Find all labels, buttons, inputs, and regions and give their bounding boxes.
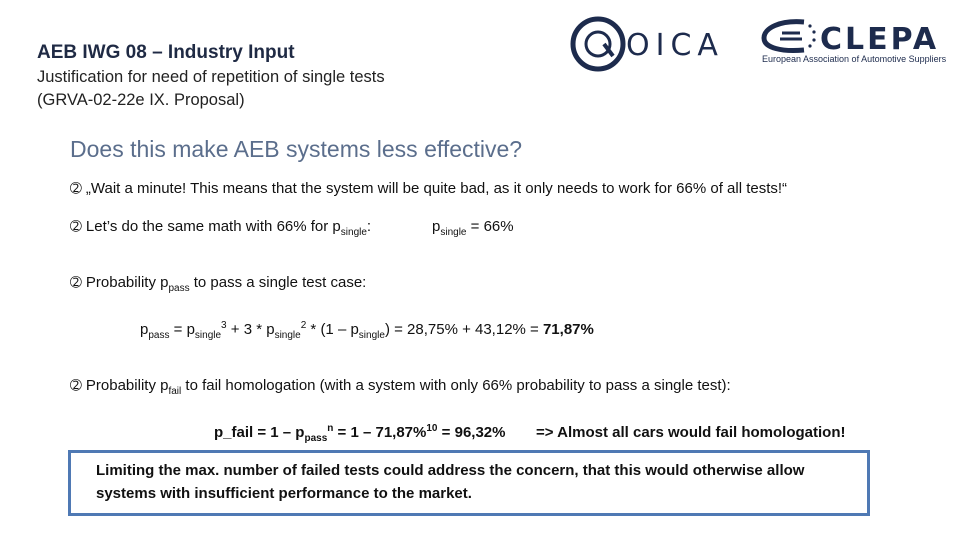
superscript: 10 — [426, 423, 438, 434]
circled-arrow-right-icon: ➁ — [70, 180, 82, 196]
header-subtitle-line2: (GRVA-02-22e IX. Proposal) — [37, 91, 245, 109]
slide-heading: Does this make AEB systems less effective? — [70, 136, 523, 162]
formula-part: = p — [169, 321, 195, 338]
subscript: single — [440, 227, 467, 238]
clepa-logo-text: CLEPA — [820, 22, 940, 57]
bullet-4-tail: to fail homologation (with a system with only 66% probability to pass a single test): — [181, 377, 731, 394]
formula-value: = 66% — [466, 218, 514, 235]
subscript: single — [274, 330, 301, 341]
formula-part: p — [140, 321, 149, 338]
formula-result: 71,87% — [542, 321, 594, 338]
bullet-1 — [70, 180, 787, 197]
header-subtitle — [37, 66, 385, 112]
p-fail-formula — [214, 423, 506, 444]
header-subtitle-line1: Justification for need of repetition of single tests — [37, 68, 385, 86]
subscript: single — [194, 330, 222, 341]
subscript: single — [340, 227, 367, 238]
subscript: pass — [148, 330, 170, 341]
bullet-2 — [70, 218, 372, 238]
formula-part: + 3 * p — [226, 321, 275, 338]
bullet-3-tail: to pass a single test case: — [189, 274, 367, 291]
formula-part: * (1 – p — [306, 321, 359, 338]
bullet-3-text: Probability p — [85, 274, 169, 291]
formula-symbol: p — [432, 218, 441, 235]
subscript: pass — [304, 433, 328, 444]
p-pass-formula — [140, 320, 594, 341]
oica-logo-text: OICA — [626, 28, 724, 63]
bullet-1-text: „Wait a minute! This means that the system will be quite bad, as it only needs to work for 66% of all tests!“ — [85, 180, 788, 197]
superscript: n — [327, 423, 334, 434]
formula-part: ) = 28,75% + 43,12% = — [384, 321, 543, 338]
formula-part: = 1 – 71,87% — [333, 424, 427, 441]
subscript: pass — [168, 283, 190, 294]
superscript: 2 — [300, 320, 307, 331]
conclusion-text: => Almost all cars would fail homologation! — [536, 424, 846, 441]
header-title: AEB IWG 08 – Industry Input — [37, 42, 295, 63]
summary-box-text: Limiting the max. number of failed tests could address the concern, that this would otherwise allow systems with insufficient performance to the market. — [96, 462, 805, 502]
bullet-3 — [70, 274, 367, 294]
formula-part: p_fail = 1 – p — [214, 424, 305, 441]
subscript: single — [358, 330, 385, 341]
circled-arrow-right-icon: ➁ — [70, 274, 82, 290]
circled-arrow-right-icon: ➁ — [70, 377, 82, 393]
bullet-4 — [70, 377, 731, 397]
formula-result: 96,32% — [454, 424, 506, 441]
formula-part: = — [437, 424, 455, 441]
bullet-2-text: Let’s do the same math with 66% for p — [85, 218, 341, 235]
superscript: 3 — [221, 320, 227, 331]
bullet-2-colon: : — [366, 218, 372, 235]
clepa-logo-icon — [760, 18, 818, 54]
circled-arrow-right-icon: ➁ — [70, 218, 82, 234]
bullet-4-text: Probability p — [85, 377, 169, 394]
subscript: fail — [168, 386, 182, 397]
clepa-tagline: European Association of Automotive Suppliers — [762, 54, 947, 64]
p-single-formula — [432, 218, 514, 238]
